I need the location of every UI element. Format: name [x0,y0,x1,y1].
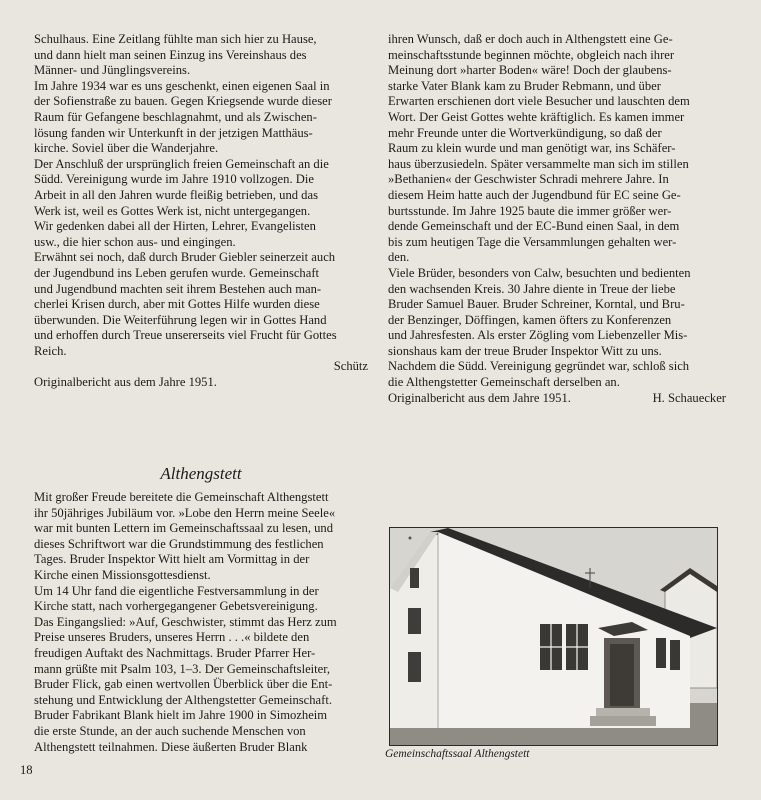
text-line: Wir gedenken dabei all der Hirten, Lehrer, Evangelisten [34,219,316,234]
text-line: haus überzusiedeln. Später versammelte man sich im stillen [388,156,689,171]
right-top-paragraphs [388,32,726,391]
text-line: Bruder Fabrikant Blank hielt im Jahre 1900 in Simozheim [34,708,328,723]
building-photo [389,527,718,746]
text-line: freudigen Auftakt des Nachmittags. Bruder Pfarrer Her- [34,645,316,660]
text-line: mehr Freunde unter die Wortverkündigung, so daß der [388,125,662,140]
text-line: Wort. Der Geist Gottes wehte kräftiglich. Es kamen immer [388,109,685,124]
text-line: »Bethanien« der Geschwister Schradi mehrere Jahre. In [388,172,669,187]
signature-schuetz: Schütz [333,359,368,374]
text-line: Nachdem die Südd. Vereinigung gegründet war, schloß sich [388,359,690,374]
text-line: Viele Brüder, besonders von Calw, besuchten und bedienten [388,265,691,280]
left-bottom-paragraphs [34,490,368,755]
text-line: überwunden. Die Weiterführung legen wir in Gottes Hand [34,312,327,327]
text-line: sionshaus kam der treue Bruder Inspektor Witt zu uns. [388,343,662,358]
text-line: ihren Wunsch, daß er doch auch in Althengstett eine Ge- [388,32,673,46]
text-line: und erhoffen durch Treue unsererseits viel Frucht für Gottes [34,328,337,343]
text-line: cherlei Krisen durch, aber mit Gottes Hilfe wurden diese [34,297,320,312]
text-line: stehung und Entwicklung der Althengstetter Gemeinschaft. [34,692,332,707]
text-line: Männer- und Jünglingsvereins. [34,63,191,78]
text-line: burtsstunde. Im Jahre 1925 baute die immer größer wer- [388,203,672,218]
text-line: Bruder Samuel Bauer. Bruder Schreiner, Korntal, und Bru- [388,297,685,312]
left-column-top [34,32,368,391]
text-line: Erwarten erschienen dort viele Besucher und lauschten dem [388,94,690,109]
text-line: Raum für Gefangene beschlagnahmt, und als Zwischen- [34,109,317,124]
text-line: Preise unseres Bruders, unseres Herrn . . .« bildete den [34,630,310,645]
text-line: die erste Stunde, an der auch suchende Menschen von [34,723,306,738]
text-line: meinschaftsstunde beginnen möchte, obgleich nach ihrer [388,47,675,62]
section-title: Althengstett [160,464,242,483]
page-number: 18 [20,763,33,777]
text-line: dieses Schriftwort war die Grundstimmung des festlichen [34,536,324,551]
text-line: Arbeit in all den Jahren wurde fleißig betrieben, und das [34,187,318,202]
photo-caption: Gemeinschaftssaal Althengstett [385,748,530,760]
text-line: den. [388,250,410,265]
text-line: Bruder Flick, gab einen wertvollen Überblick über die Ent- [34,677,333,692]
text-line: der Jugendbund ins Leben gerufen wurde. Gemeinschaft [34,265,320,280]
text-line: Erwähnt sei noch, daß durch Bruder Giebler seinerzeit auch [34,250,336,265]
text-line: Raum zu klein wurde und man genötigt war, ins Schäfer- [388,141,676,156]
text-line: Meinung dort »harter Boden« wäre! Doch der glaubens- [388,63,672,78]
signature-schauecker: H. Schauecker [652,390,726,405]
text-line: usw., die hier schon aus- und eingingen. [34,234,236,249]
text-line: Der Anschluß der ursprünglich freien Gemeinschaft an die [34,156,329,171]
text-line: bis zum heutigen Tage die Versammlungen gehalten wer- [388,234,677,249]
text-line: und dann hielt man seinen Einzug ins Vereinshaus des [34,47,307,62]
text-line: Im Jahre 1934 war es uns geschenkt, einen eigenen Saal in [34,78,330,93]
left-top-paragraphs [34,32,368,359]
text-line: Althengstett teilnahmen. Diese äußerten Bruder Blank [34,739,308,754]
text-line: dende Gemeinschaft und der EC-Bund einen Saal, in dem [388,219,680,234]
text-line: Das Eingangslied: »Auf, Geschwister, stimmt das Herz zum [34,614,337,629]
text-line: Reich. [34,343,67,358]
left-column-bottom [34,490,368,755]
text-line: starke Vater Blank kam zu Bruder Rebmann, und über [388,78,661,93]
text-line: kirche. Soviel über die Wanderjahre. [34,141,219,156]
text-line: Tages. Bruder Inspektor Witt hielt am Vormittag in der [34,552,310,567]
text-line: ihr 50jähriges Jubiläum vor. »Lobe den Herrn meine Seele« [34,505,336,520]
text-line: war mit bunten Lettern im Gemeinschaftssaal zu lesen, und [34,521,334,536]
text-line: die Althengstetter Gemeinschaft derselben an. [388,375,620,390]
text-line: lösung fanden wir Unterkunft in der jetzigen Matthäus- [34,125,313,140]
text-line: Südd. Vereinigung wurde im Jahre 1910 vollzogen. Die [34,172,314,187]
building-illustration [390,528,717,745]
text-line: den wachsenden Kreis. 30 Jahre diente in Treue der liebe [388,281,676,296]
text-line: Kirche statt, nach vorhergegangener Gebetsvereinigung. [34,599,318,614]
text-line: Kirche einen Missionsgottesdienst. [34,567,211,582]
text-line: und Jugendbund machten seit ihrem Bestehen auch man- [34,281,322,296]
text-line: der Benzinger, Döffingen, kamen öfters zu Konferenzen [388,312,672,327]
source-line-right [388,391,726,407]
source-note-right: Originalbericht aus dem Jahre 1951. [388,390,571,405]
right-column-top [388,32,726,406]
text-line: der Sofienstraße zu bauen. Gegen Kriegsende wurde dieser [34,94,332,109]
text-line: mann grüßte mit Psalm 103, 1–3. Der Gemeinschaftsleiter, [34,661,331,676]
text-line: Schulhaus. Eine Zeitlang fühlte man sich hier zu Hause, [34,32,317,46]
text-line: und Jahresfesten. Als erster Zögling vom Liebenzeller Mis- [388,328,688,343]
source-note-left: Originalbericht aus dem Jahre 1951. [34,375,217,390]
text-line: diesem Heim hatte auch der Jugendbund für EC seine Ge- [388,187,681,202]
text-line: Werk ist, weil es Gottes Werk ist, nicht untergegangen. [34,203,311,218]
text-line: Um 14 Uhr fand die eigentliche Festversammlung in der [34,583,319,598]
text-line: Mit großer Freude bereitete die Gemeinschaft Althengstett [34,490,329,504]
